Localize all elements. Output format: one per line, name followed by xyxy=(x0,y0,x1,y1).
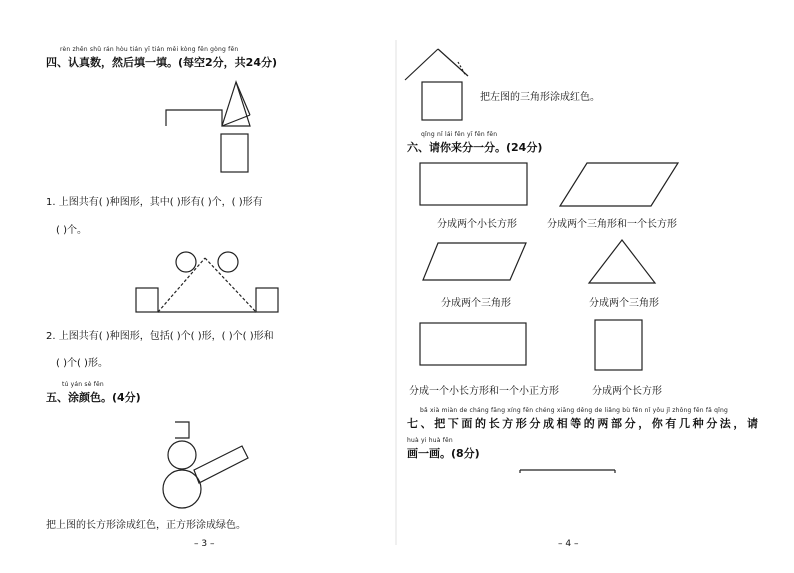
figure-shapes-1 xyxy=(166,82,250,172)
house-body xyxy=(422,82,462,120)
figure2-dashed-left xyxy=(158,258,205,312)
section4-title: 四、认真数，然后填一填。(每空2分，共24分) xyxy=(46,56,278,69)
figure3-circle-body xyxy=(163,470,201,508)
figure-shapes-3 xyxy=(163,422,248,508)
section4-pinyin: rèn zhēn shǔ rán hòu tián yī tián měi kòng fēn gòng fēn xyxy=(60,46,239,53)
section6-title: 六、请你来分一分。(24分) xyxy=(407,141,543,154)
question1-line2: ( )个。 xyxy=(56,225,87,236)
figure3-rectangle-arm xyxy=(194,446,248,483)
house-roof-dashed xyxy=(458,62,466,76)
figure2-square-left xyxy=(136,288,158,312)
figure-house xyxy=(405,49,468,120)
section6-pinyin: qǐng nǐ lái fēn yī fēn fēn xyxy=(421,131,498,138)
house-instruction: 把左图的三角形涂成红色。 xyxy=(480,92,600,103)
figure-shapes-2 xyxy=(136,252,278,312)
shape-rectangle-2 xyxy=(420,323,526,365)
section7-pinyin: bǎ xià miàn de cháng fāng xíng fēn chéng xiāng děng de liǎng bù fēn nǐ yǒu jǐ zhǒng fēn fǎ qǐng xyxy=(420,407,729,414)
section7-pinyin-2: huà yi huà fēn xyxy=(407,437,453,444)
house-roof-right xyxy=(438,49,468,76)
shape-parallelogram-1 xyxy=(560,163,678,206)
section5-title: 五、涂颜色。(4分) xyxy=(46,391,141,404)
shape-square xyxy=(595,320,642,370)
question2-line2: ( )个( )形。 xyxy=(56,358,108,369)
caption-triangle: 分成两个三角形 xyxy=(589,298,659,309)
shape-parallelogram-2 xyxy=(423,243,526,280)
question1-line1: 1. 上图共有( )种图形，其中( )形有( )个，( )形有 xyxy=(46,197,263,208)
section5-pinyin: tú yán sè fēn xyxy=(62,381,104,388)
figure1-open-rectangle xyxy=(166,110,222,126)
figure1-rectangle xyxy=(221,134,248,172)
figure1-triangle-edge xyxy=(236,82,250,115)
section7-title-2: 画一画。(8分) xyxy=(407,447,480,460)
caption-rectangle-2: 分成一个小长方形和一个小正方形 xyxy=(409,386,559,397)
section7-title: 七、把下面的长方形分成相等的两部分，你有几种分法，请 xyxy=(407,417,761,430)
section7-shapes xyxy=(520,470,615,473)
house-roof-left xyxy=(405,49,438,80)
figure2-dashed-right xyxy=(205,258,256,312)
figure3-square-hat xyxy=(175,422,189,438)
caption-parallelogram-1: 分成两个三角形和一个长方形 xyxy=(547,219,677,230)
caption-parallelogram-2: 分成两个三角形 xyxy=(441,298,511,309)
caption-rectangle-1: 分成两个小长方形 xyxy=(437,219,517,230)
shape-triangle xyxy=(589,240,655,283)
figure2-circle-right xyxy=(218,252,238,272)
figure1-triangle-divider xyxy=(222,115,250,126)
section5-instruction: 把上图的长方形涂成红色，正方形涂成绿色。 xyxy=(46,520,246,531)
figure3-circle-head xyxy=(168,441,196,469)
shape-rectangle-1 xyxy=(420,163,527,205)
figure2-square-right xyxy=(256,288,278,312)
page-number-left: – 3 – xyxy=(194,539,215,549)
section6-shapes xyxy=(420,163,678,370)
caption-square: 分成两个长方形 xyxy=(592,386,662,397)
figure2-circle-left xyxy=(176,252,196,272)
question2-line1: 2. 上图共有( )种图形，包括( )个( )形，( )个( )形和 xyxy=(46,331,274,342)
page-number-right: – 4 – xyxy=(558,539,579,549)
